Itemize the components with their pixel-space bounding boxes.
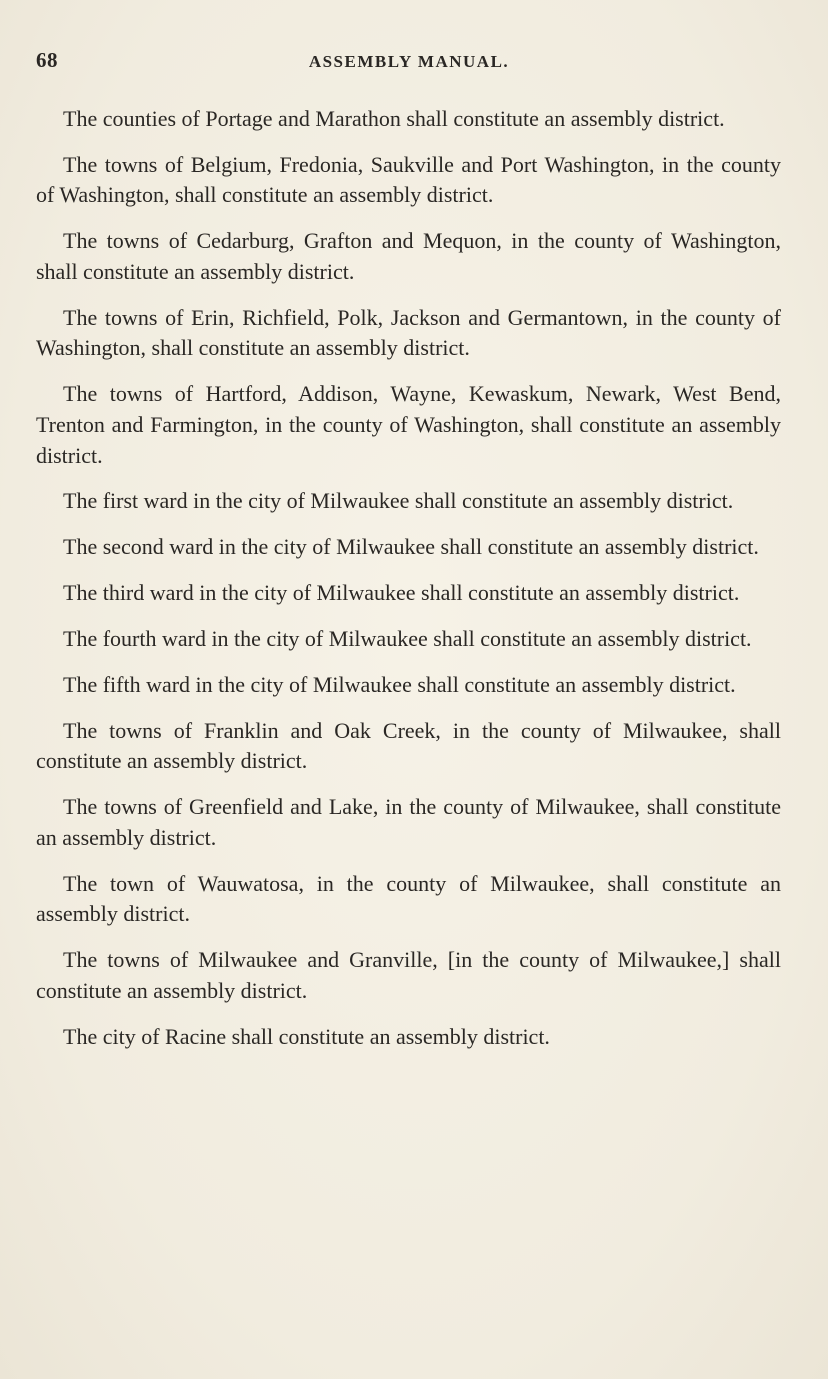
paragraph-portage-marathon: The counties of Portage and Marathon shall constitute an assembly district. bbox=[63, 106, 725, 131]
paragraph-belgium-fredonia: The towns of Belgium, Fredonia, Saukville and Port Washington, in the county of Washington, shall constitute an assembly district. bbox=[36, 151, 781, 208]
paragraph-wauwatosa: The town of Wauwatosa, in the county of Milwaukee, shall constitute an assembly district. bbox=[36, 870, 781, 927]
paragraph-fifth-ward: The fifth ward in the city of Milwaukee shall constitute an assembly district. bbox=[63, 671, 736, 697]
paragraph-greenfield-lake: The towns of Greenfield and Lake, in the county of Milwaukee, shall constitute an assembly district. bbox=[36, 794, 781, 850]
paragraph-hartford-addison: The towns of Hartford, Addison, Wayne, Kewaskum, Newark, West Bend, Trenton and Farmington, in the county of Washington, shall constitute an assembly district. bbox=[36, 381, 781, 468]
paragraph-cedarburg-grafton: The towns of Cedarburg, Grafton and Mequon, in the county of Washington, shall constitute an assembly district. bbox=[36, 228, 781, 284]
paragraph-fourth-ward: The fourth ward in the city of Milwaukee shall constitute an assembly district. bbox=[63, 626, 752, 652]
running-head: ASSEMBLY MANUAL. bbox=[308, 52, 510, 71]
paragraph-city-of-racine: The city of Racine shall constitute an assembly district. bbox=[63, 1023, 550, 1049]
paragraph-erin-richfield: The towns of Erin, Richfield, Polk, Jackson and Germantown, in the county of Washington, shall constitute an assembly district. bbox=[36, 304, 781, 361]
page-header bbox=[36, 48, 782, 78]
paragraph-first-ward: The first ward in the city of Milwaukee shall constitute an assembly district. bbox=[63, 488, 734, 514]
paragraph-milwaukee-granville: The towns of Milwaukee and Granville, [in the county of Milwaukee,] shall constitute an assembly district. bbox=[36, 947, 781, 1003]
paragraph-third-ward: The third ward in the city of Milwaukee shall constitute an assembly district. bbox=[63, 580, 740, 606]
paragraph-second-ward: The second ward in the city of Milwaukee shall constitute an assembly district. bbox=[63, 534, 759, 560]
page-number: 68 bbox=[36, 48, 58, 72]
paragraph-franklin-oak-creek: The towns of Franklin and Oak Creek, in the county of Milwaukee, shall constitute an assembly district. bbox=[36, 717, 781, 774]
body-text bbox=[36, 104, 781, 1068]
